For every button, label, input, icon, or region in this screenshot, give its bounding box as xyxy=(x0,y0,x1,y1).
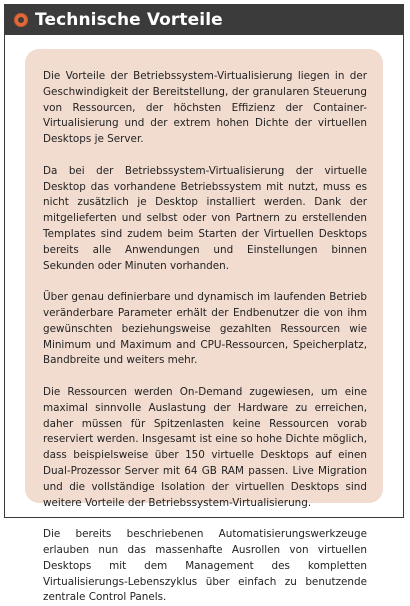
title-bar xyxy=(5,5,403,35)
paragraph-speed: Die Vorteile der Betriebssystem-Virtualisierung liegen in der Geschwindigkeit der Bereitstellung, der granularen Steuerung von Ressourcen, der höchsten Effizienz der Container-Virtualisierung und der extrem hohen Dichte der virtuellen Desktops je Server. xyxy=(43,70,367,146)
content-panel xyxy=(25,49,383,604)
sidebar-box xyxy=(4,4,404,604)
paragraph-parameters: Über genau definierbare und dynamisch im laufenden Betrieb veränderbare Parameter erhält der Endbenutzer die von ihm gewünschten beziehungsweise gezahlten Ressourcen wie Minimum und Maximum and CPU-Ressourcen, Speicherplatz, Bandbreite und weiters mehr. xyxy=(43,291,367,367)
paragraph-density: Die Ressourcen werden On-Demand zugewiesen, um eine maximal sinnvolle Auslastung der Hardware zu erreichen, daher müssen für Spitzenlasten keine Ressourcen vorab reserviert werden. Insgesamt ist eine so hohe Dichte möglich, dass beispielsweise über 150 virtuelle Desktops auf einen Dual-Prozessor Server mit 64 GB RAM passen. Live Migration und die vollständige Isolation der virtuellen Desktops sind weitere Vorteile der Betriebssystem-Virtualisierung. xyxy=(43,385,367,509)
box-title: Technische Vorteile xyxy=(35,10,223,30)
circle-bullet-icon xyxy=(14,13,28,27)
paragraph-templates: Da bei der Betriebssystem-Virtualisierung der virtuelle Desktop das vorhandene Betriebssystem mit nutzt, muss es nicht zusätzlich je Desktop installiert werden. Dank der mitgelieferten und selbst oder von Partnern zu erstellenden Templates sind zudem beim Starten der Virtuellen Desktops bereits alle Anwendungen und Einstellungen binnen Sekunden oder Minuten vorhanden. xyxy=(43,164,367,272)
paragraph-automation: Die bereits beschriebenen Automatisierungswerkzeuge erlauben nun das massenhafte Ausrollen von virtuellen Desktops mit dem Management des kompletten Virtualisierungs-Lebenszyklus über einfach zu benutzende zentrale Control Panels. xyxy=(43,528,367,604)
